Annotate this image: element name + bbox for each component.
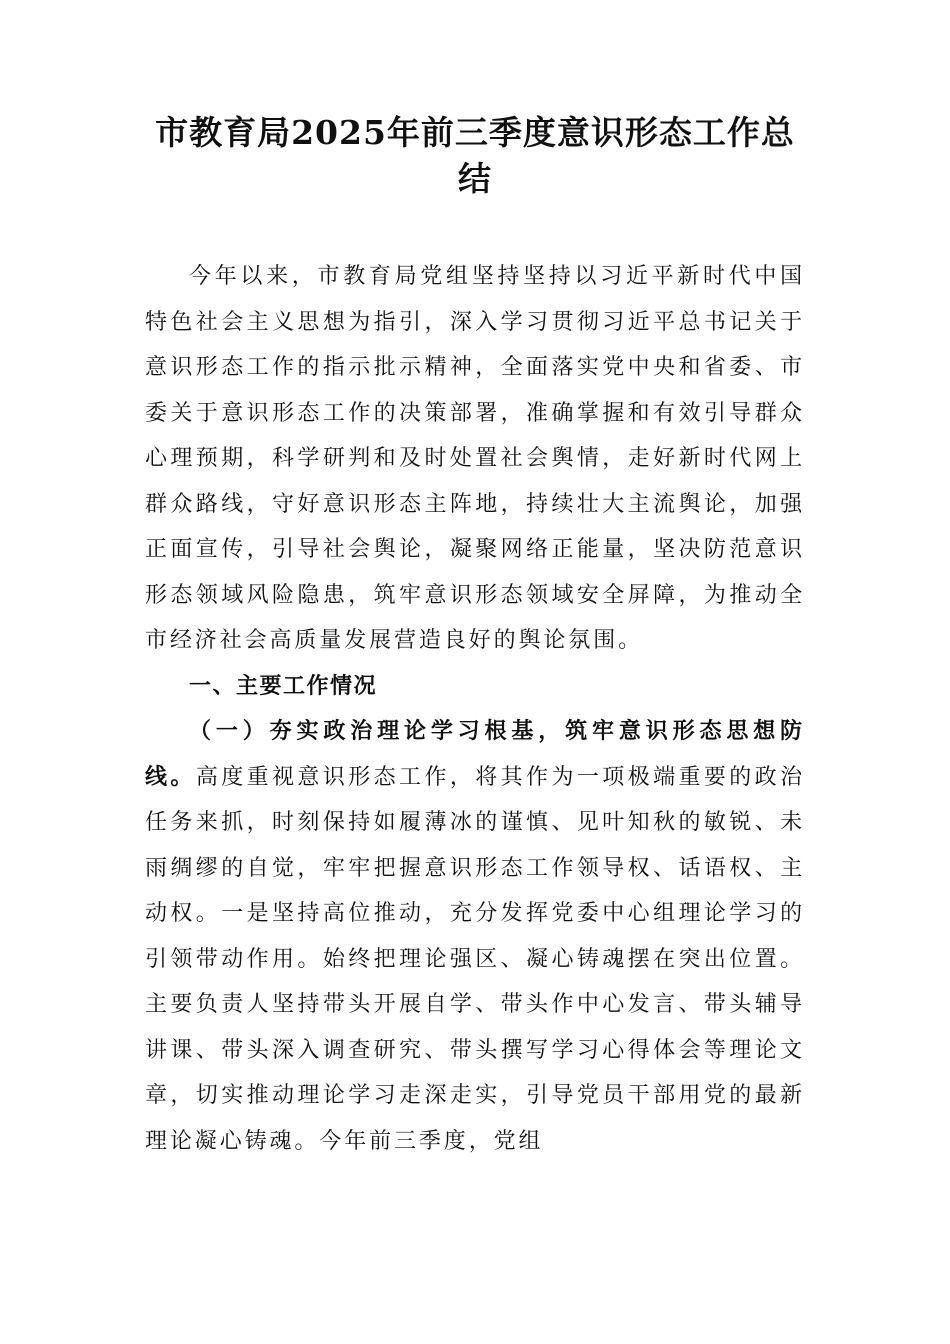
subsection-body-1: 高度重视意识形态工作，将其作为一项极端重要的政治任务来抓，时刻保持如履薄冰的谨慎、见叶知秋的敏锐、未雨绸缪的自觉，牢牢把握意识形态工作领导权、话语权、主动权。一是坚持高位推动，充分发挥党委中心组理论学习的引领带动作用。始终把理论强区、凝心铸魂摆在突出位置。主要负责人坚持带头开展自学、带头作中心发言、带头辅导讲课、带头深入调查研究、带头撰写学习心得体会等理论文章，切实推动理论学习走深走实，引导党员干部用党的最新理论凝心铸魂。今年前三季度，党组 <box>145 764 805 1154</box>
section-heading-main-work: 一、主要工作情况 <box>189 673 378 699</box>
document-title: 市教育局2025年前三季度意识形态工作总结 <box>155 113 795 198</box>
subsection-heading-1: （一）夯实政治理论学习根基，筑牢意识形态思想防线。 <box>145 718 805 790</box>
document-body <box>145 110 805 1164</box>
intro-paragraph: 今年以来，市教育局党组坚持坚持以习近平新时代中国特色社会主义思想为指引，深入学习贯彻习近平总书记关于意识形态工作的指示批示精神，全面落实党中央和省委、市委关于意识形态工作的决策部署，准确掌握和有效引导群众心理预期，科学研判和及时处置社会舆情，走好新时代网上群众路线，守好意识形态主阵地，持续壮大主流舆论，加强正面宣传，引导社会舆论，凝聚网络正能量，坚决防范意识形态领域风险隐患，筑牢意识形态领域安全屏障，为推动全市经济社会高质量发展营造良好的舆论氛围。 <box>145 264 805 653</box>
subsection-paragraph-1 <box>145 709 805 1164</box>
